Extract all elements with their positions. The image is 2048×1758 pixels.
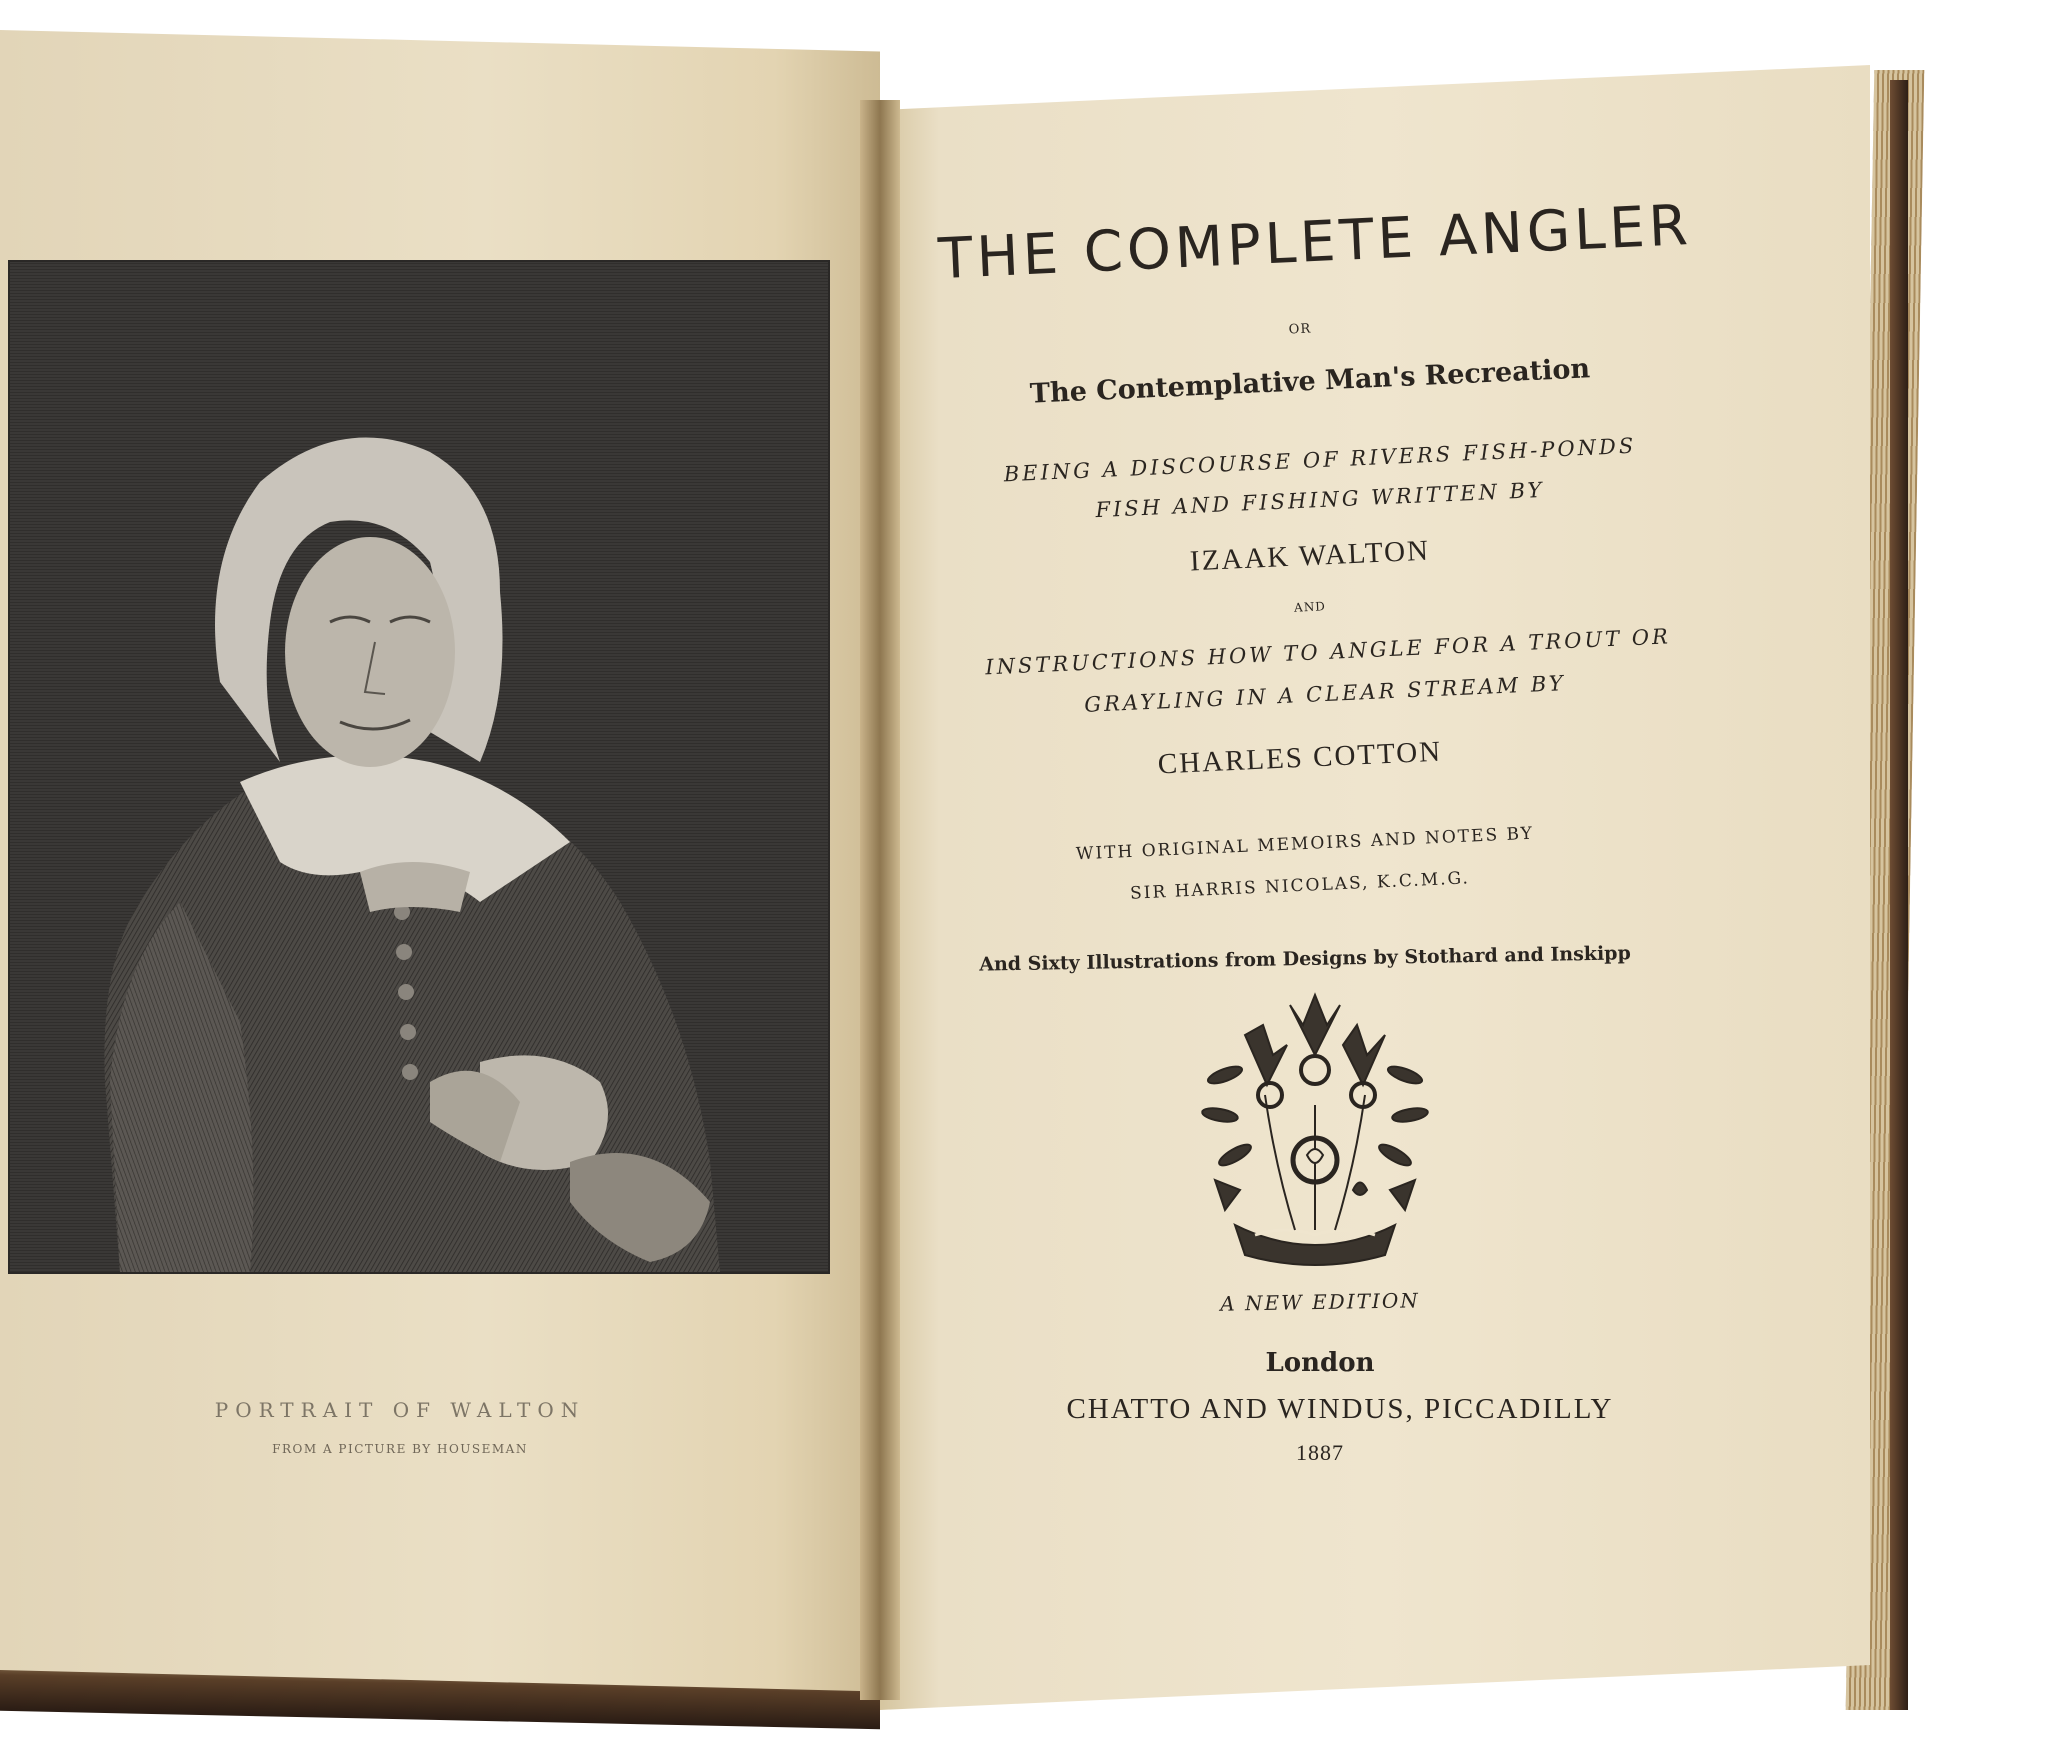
portrait-figure xyxy=(10,262,828,1272)
instructions-line-1: INSTRUCTIONS HOW TO ANGLE FOR A TROUT OR xyxy=(984,624,1672,680)
author-walton: IZAAK WALTON xyxy=(1189,534,1431,578)
memoirs-line-1: WITH ORIGINAL MEMOIRS AND NOTES BY xyxy=(1075,823,1535,865)
floral-vignette xyxy=(1195,985,1435,1275)
description-line-1: BEING A DISCOURSE OF RIVERS FISH-PONDS xyxy=(1003,433,1637,487)
portrait-caption: PORTRAIT OF WALTON xyxy=(214,1398,586,1422)
edition-label: A NEW EDITION xyxy=(1220,1288,1420,1316)
description-line-2: FISH AND FISHING WRITTEN BY xyxy=(1094,477,1546,523)
publisher-name: CHATTO AND WINDUS, PICCADILLY xyxy=(1066,1393,1614,1425)
book-gutter xyxy=(860,100,900,1700)
title-and: AND xyxy=(1293,599,1327,615)
portrait-credit: FROM A PICTURE BY HOUSEMAN xyxy=(272,1442,528,1456)
publication-year: 1887 xyxy=(1296,1440,1344,1465)
illustrations-line: And Sixty Illustrations from Designs by Stothard and Inskipp xyxy=(979,942,1631,976)
publisher-city: London xyxy=(1265,1348,1375,1378)
book-cover-right xyxy=(1890,80,1908,1710)
author-cotton: CHARLES COTTON xyxy=(1157,735,1443,781)
title-or: OR xyxy=(1288,321,1312,338)
portrait-engraving xyxy=(10,262,828,1272)
instructions-line-2: GRAYLING IN A CLEAR STREAM BY xyxy=(1083,671,1567,717)
book-title: THE COMPLETE ANGLER xyxy=(936,192,1693,293)
book-subtitle: The Contemplative Man's Recreation xyxy=(1029,353,1591,410)
memoirs-line-2: SIR HARRIS NICOLAS, K.C.M.G. xyxy=(1129,868,1471,904)
